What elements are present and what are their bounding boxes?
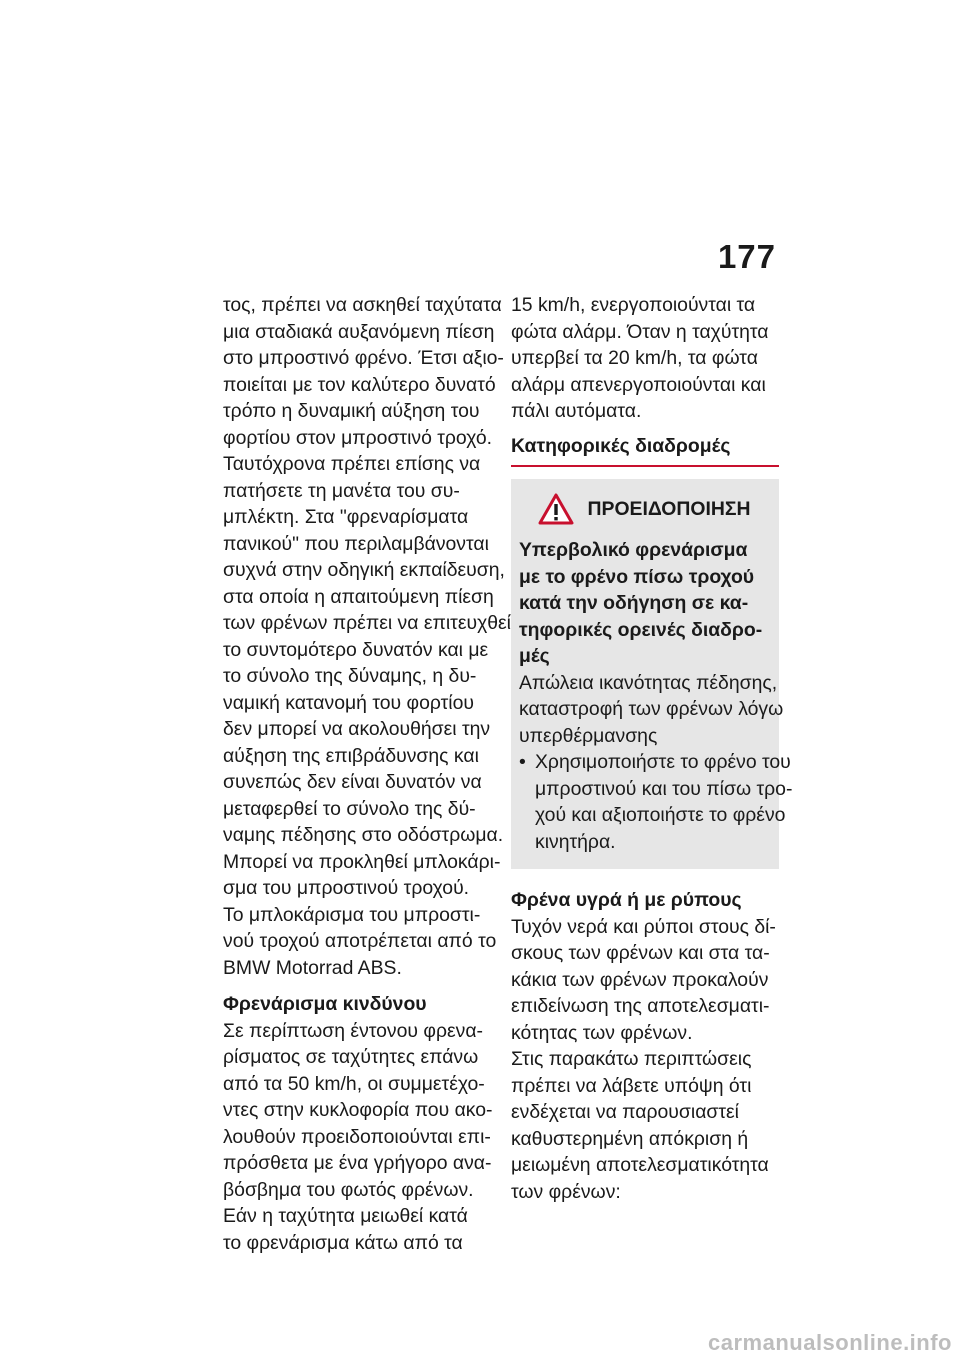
text-line: πρέπει να λάβετε υπόψη ότι [511, 1074, 752, 1097]
text-line: κινητήρα. [535, 830, 616, 853]
text-line: το συντομότερο δυνατόν και με [223, 638, 489, 661]
text-line: πατήσετε τη μανέτα του συ- [223, 479, 460, 502]
text-line: ναμης πέδησης στο οδόστρωμα. [223, 824, 504, 846]
text-line: ναμική κατανομή του φορτίου [223, 691, 474, 714]
warning-title: ΠΡΟΕΙΔΟΠΟΙΗΣΗ [587, 497, 751, 520]
text-line: Υπερβολικό φρενάρισμα [519, 539, 748, 561]
text-line: το φρενάρισμα κάτω από τα [223, 1231, 463, 1254]
text-line: τος, πρέπει να ασκηθεί ταχύτατα [223, 294, 502, 316]
bullet-item [519, 749, 791, 776]
watermark: carmanualsonline.info [708, 1330, 952, 1355]
text-line: το σύνολο της δύναμης, η δυ- [223, 665, 477, 687]
text-line: αύξηση της επιβράδυνσης και [223, 744, 479, 767]
paragraph [223, 1018, 491, 1204]
text-line: κάκια των φρένων προκαλούν [511, 968, 769, 991]
text-line: με το φρένο πίσω τροχού [519, 565, 755, 588]
text-line: μεταφερθεί το σύνολο της δύ- [223, 797, 476, 820]
text-line: ενδέχεται να παρουσιαστεί [511, 1101, 739, 1123]
text-line: των φρένων πρέπει να επιτευχθεί [223, 612, 511, 634]
warning-body [519, 670, 784, 750]
text-line: λουθούν προειδοποιούνται επι- [223, 1125, 491, 1148]
text-line: νού τροχού αποτρέπεται από το [223, 930, 497, 952]
text-line: σμα του μπροστινού τροχού. [223, 877, 470, 899]
page-number: 177 [717, 238, 776, 275]
bullet-dot-icon: • [519, 751, 526, 773]
text-line: βόσβημα του φωτός φρένων. [223, 1178, 474, 1201]
text-line: Το μπλοκάρισμα του μπροστι- [223, 903, 481, 926]
text-line: κότητας των φρένων. [511, 1021, 693, 1044]
left-column [223, 292, 511, 1256]
text-line: μπλέκτη. Στα "φρεναρίσματα [223, 506, 469, 528]
paragraph [223, 451, 511, 849]
paragraph [223, 292, 504, 451]
section-heading-wet-brakes: Φρένα υγρά ή με ρύπους [511, 889, 742, 911]
warning-bullet [519, 749, 793, 855]
text-line: Ταυτόχρονα πρέπει επίσης να [223, 453, 481, 475]
text-line: Εάν η ταχύτητα μειωθεί κατά [223, 1205, 468, 1227]
text-line: από τα 50 km/h, οι συμμετέχο- [223, 1072, 485, 1095]
text-line: μια σταδιακά αυξανόμενη πίεση [223, 320, 495, 343]
text-line: Τυχόν νερά και ρύποι στους δί- [511, 915, 776, 938]
text-line: 15 km/h, ενεργοποιούνται τα [511, 294, 756, 316]
warning-box [511, 479, 793, 869]
paragraph [511, 1046, 779, 1205]
text-line: καταστροφή των φρένων λόγω [519, 698, 784, 720]
text-line: δεν μπορεί να ακολουθήσει την [223, 718, 491, 740]
warning-triangle-icon [538, 493, 574, 525]
warning-header [519, 493, 769, 525]
text-line: πάλι αυτόματα. [511, 400, 642, 422]
text-line: σκους των φρένων και στα τα- [511, 942, 770, 964]
text-line: τηφορικές ορεινές διαδρο- [519, 618, 763, 641]
paragraph [223, 902, 497, 982]
text-line: μειωμένη αποτελεσματικότητα [511, 1154, 769, 1176]
paragraph [223, 1203, 491, 1256]
paragraph [223, 849, 501, 902]
text-line: στο μπροστινό φρένο. Έτσι αξιο- [223, 347, 504, 369]
section-heading-emergency-braking: Φρενάρισμα κινδύνου [223, 993, 427, 1015]
text-line: μπροστινού και του πίσω τρο- [535, 777, 793, 800]
text-line: στα οποία η απαιτούμενη πίεση [223, 585, 494, 608]
paragraph [511, 914, 779, 1047]
text-line: Απώλεια ικανότητας πέδησης, [519, 671, 778, 694]
text-line: κατά την οδήγηση σε κα- [519, 592, 749, 614]
text-line: μές [519, 645, 550, 667]
text-line: καθυστερημένη απόκριση ή [511, 1127, 749, 1150]
paragraph [511, 292, 779, 425]
text-line: των φρένων: [511, 1180, 621, 1203]
text-line: Μπορεί να προκληθεί μπλοκάρι- [223, 850, 501, 873]
text-line: χού και αξιοποιήστε το φρένο [535, 804, 786, 826]
text-line: Χρησιμοποιήστε το φρένο του [535, 751, 791, 773]
text-line: ντες στην κυκλοφορία που ακο- [223, 1099, 493, 1121]
text-line: πρόσθετα με ένα γρήγορο ανα- [223, 1152, 492, 1174]
text-line: ρίσματος σε ταχύτητες επάνω [223, 1046, 479, 1068]
text-line: BMW Motorrad ABS. [223, 956, 402, 979]
right-column [511, 292, 793, 1205]
text-line: συχνά στην οδηγική εκπαίδευση, [223, 559, 505, 581]
warning-lead [519, 537, 769, 670]
text-line: υπερθέρμανσης [519, 724, 658, 747]
text-line: πανικού" που περιλαμβάνονται [223, 532, 489, 555]
text-line: συνεπώς δεν είναι δυνατόν να [223, 771, 482, 793]
text-line: Στις παρακάτω περιπτώσεις [511, 1048, 752, 1070]
text-line: φώτα αλάρμ. Όταν η ταχύτητα [511, 320, 769, 343]
text-line: φορτίου στον μπροστινό τροχό. [223, 426, 493, 449]
text-line: επιδείνωση της αποτελεσματι- [511, 995, 770, 1017]
text-line: Σε περίπτωση έντονου φρενα- [223, 1019, 484, 1042]
text-line: αλάρμ απενεργοποιούνται και [511, 373, 766, 396]
text-line: υπερβεί τα 20 km/h, τα φώτα [511, 347, 758, 369]
text-line: τρόπο η δυναμική αύξηση του [223, 400, 480, 422]
section-heading-downhill: Κατηφορικές διαδρομές [511, 433, 779, 468]
text-line: ποιείται με τον καλύτερο δυνατό [223, 373, 496, 396]
